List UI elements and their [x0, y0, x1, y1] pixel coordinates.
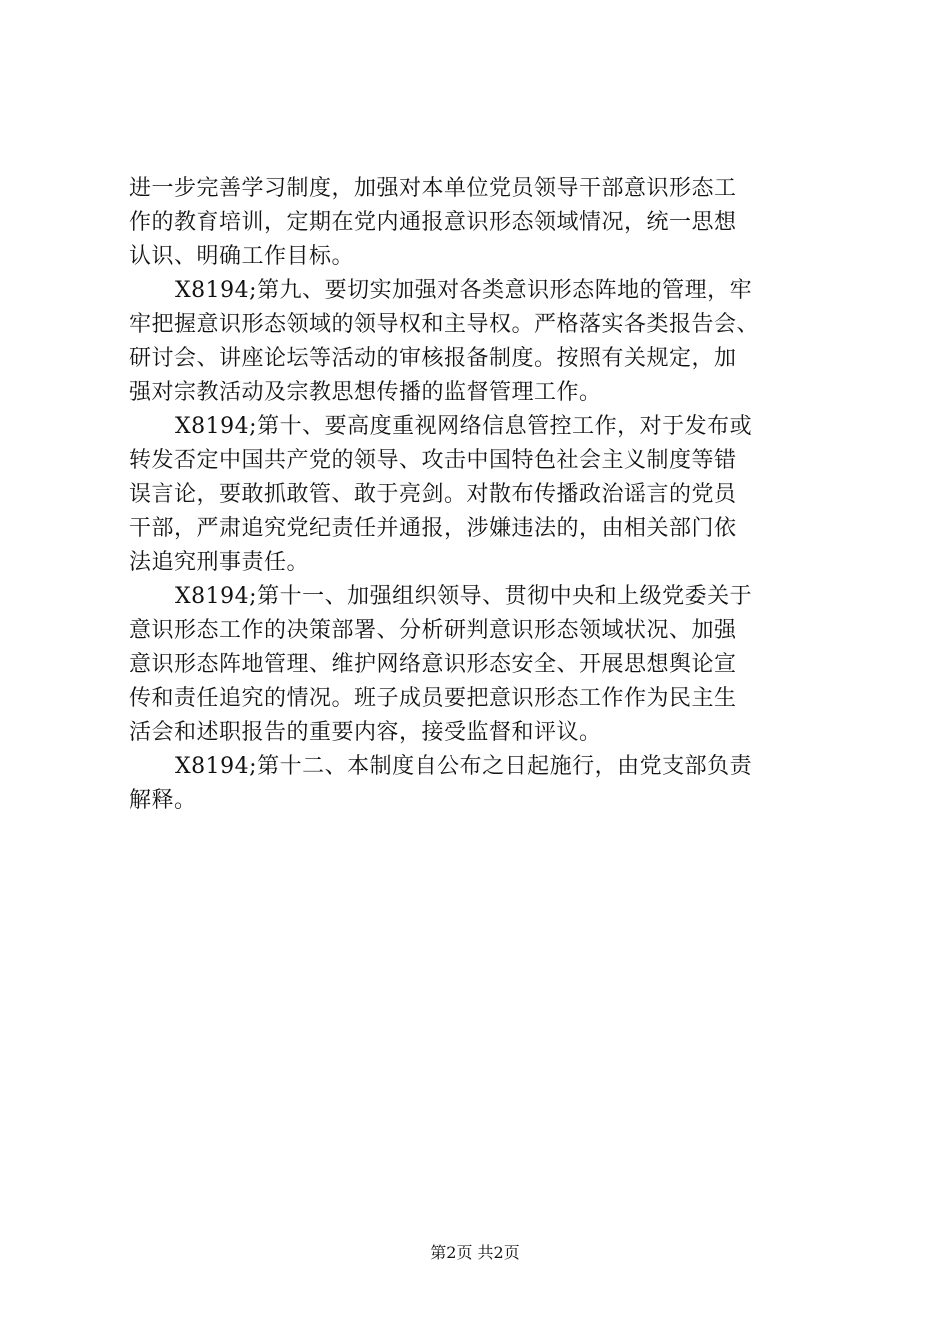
- text-line: 干部，严肃追究党纪责任并通报，涉嫌违法的，由相关部门依: [129, 516, 737, 541]
- text-line: 进一步完善学习制度，加强对本单位党员领导干部意识形态工: [129, 176, 737, 201]
- text-line: 误言论，要敢抓敢管、敢于亮剑。对散布传播政治谣言的党员: [129, 482, 737, 507]
- article-12-first-line: X8194;第十二、本制度自公布之日起施行，由党支部负责: [175, 754, 753, 779]
- article-9-first-line: X8194;第九、要切实加强对各类意识形态阵地的管理，牢: [175, 278, 753, 303]
- text-line: 牢把握意识形态领域的领导权和主导权。严格落实各类报告会、: [129, 312, 760, 337]
- text-line: 研讨会、讲座论坛等活动的审核报备制度。按照有关规定，加: [129, 346, 737, 371]
- text-line: 法追究刑事责任。: [129, 550, 310, 575]
- text-line: 意识形态阵地管理、维护网络意识形态安全、开展思想舆论宣: [129, 652, 737, 677]
- text-line: 转发否定中国共产党的领导、攻击中国特色社会主义制度等错: [129, 448, 737, 473]
- article-10-first-line: X8194;第十、要高度重视网络信息管控工作，对于发布或: [175, 414, 753, 439]
- text-line: 作的教育培训，定期在党内通报意识形态领域情况，统一思想: [129, 210, 737, 235]
- text-line: 意识形态工作的决策部署、分析研判意识形态领域状况、加强: [129, 618, 737, 643]
- page-number-footer: 第2页 共2页: [430, 1243, 520, 1262]
- document-body: [129, 172, 849, 818]
- text-line: 活会和述职报告的重要内容，接受监督和评议。: [129, 720, 602, 745]
- article-11-first-line: X8194;第十一、加强组织领导、贯彻中央和上级党委关于: [175, 584, 753, 609]
- text-line: 认识、明确工作目标。: [129, 244, 355, 269]
- text-line: 传和责任追究的情况。班子成员要把意识形态工作作为民主生: [129, 686, 737, 711]
- text-line: 强对宗教活动及宗教思想传播的监督管理工作。: [129, 380, 602, 405]
- text-line: 解释。: [129, 788, 197, 813]
